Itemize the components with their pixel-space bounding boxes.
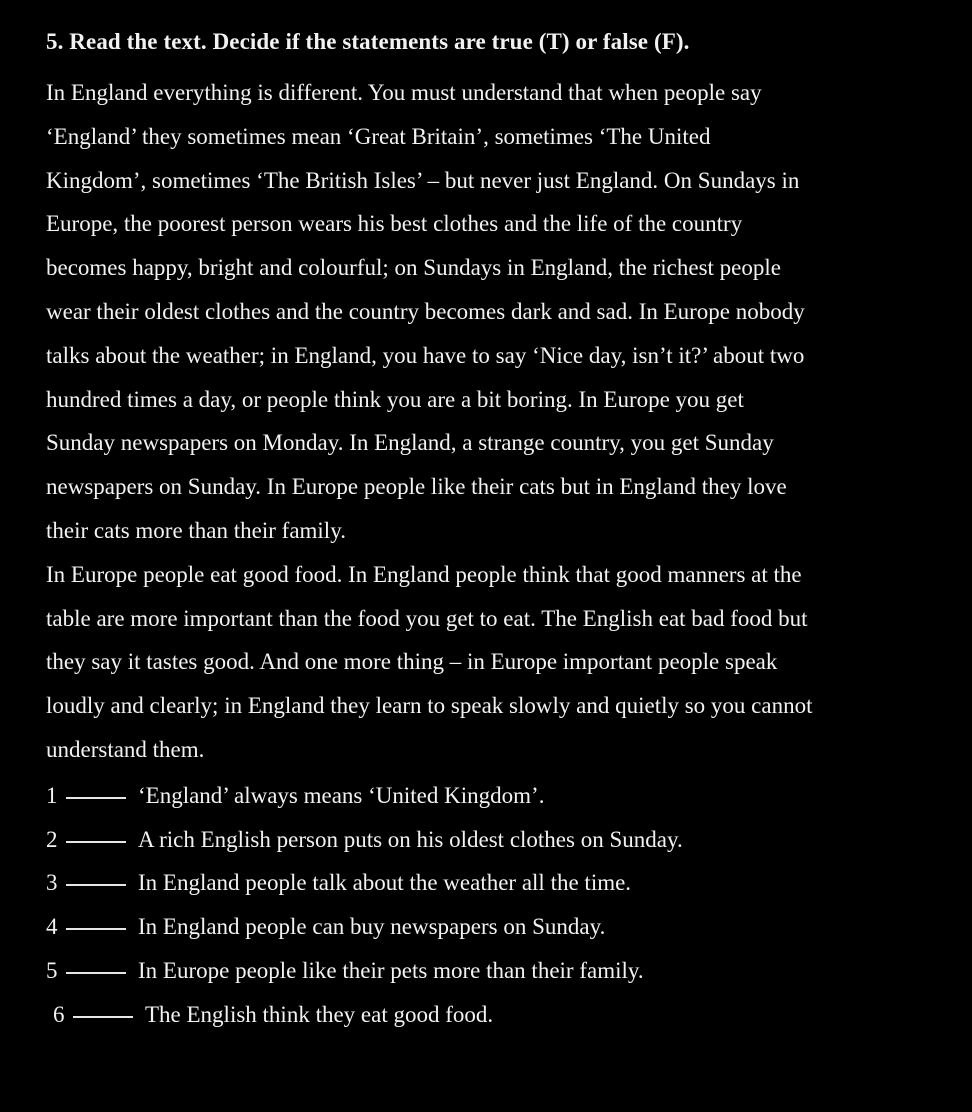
text-line: table are more important than the food you get to eat. The English eat bad food but bbox=[46, 605, 808, 631]
text-line: they say it tastes good. And one more thing – in Europe important people speak bbox=[46, 649, 778, 675]
statement-text: In England people can buy newspapers on Sunday. bbox=[138, 914, 606, 940]
statement-item bbox=[46, 818, 932, 862]
statement-text: ‘England’ always means ‘United Kingdom’. bbox=[138, 782, 545, 808]
answer-blank[interactable] bbox=[73, 1014, 133, 1018]
statement-number: 3 bbox=[46, 870, 58, 896]
answer-blank[interactable] bbox=[66, 839, 126, 843]
text-line: loudly and clearly; in England they learn to speak slowly and quietly so you cannot bbox=[46, 693, 813, 719]
statement-item bbox=[46, 861, 932, 905]
text-line: Europe, the poorest person wears his best clothes and the life of the country bbox=[46, 211, 743, 237]
text-line: hundred times a day, or people think you are a bit boring. In Europe you get bbox=[46, 386, 744, 412]
reading-text bbox=[46, 71, 906, 772]
statement-text: In Europe people like their pets more than their family. bbox=[138, 957, 644, 983]
statement-number: 1 bbox=[46, 782, 58, 808]
text-line: talks about the weather; in England, you have to say ‘Nice day, isn’t it?’ about two bbox=[46, 342, 805, 368]
answer-blank[interactable] bbox=[66, 926, 126, 930]
text-line: In England everything is different. You must understand that when people say bbox=[46, 80, 762, 105]
answer-blank[interactable] bbox=[66, 882, 126, 886]
text-line: ‘England’ they sometimes mean ‘Great Britain’, sometimes ‘The United bbox=[46, 123, 711, 149]
text-line: wear their oldest clothes and the country becomes dark and sad. In Europe nobody bbox=[46, 298, 805, 324]
text-line: understand them. bbox=[46, 736, 205, 762]
statement-number: 5 bbox=[46, 957, 58, 983]
statements-list bbox=[46, 774, 932, 1037]
answer-blank[interactable] bbox=[66, 795, 126, 799]
statement-text: The English think they eat good food. bbox=[145, 1001, 494, 1027]
text-line: becomes happy, bright and colourful; on Sundays in England, the richest people bbox=[46, 255, 781, 281]
statement-text: In England people talk about the weather all the time. bbox=[138, 870, 632, 896]
text-line: newspapers on Sunday. In Europe people like their cats but in England they love bbox=[46, 474, 787, 500]
paragraph-1 bbox=[46, 71, 906, 553]
answer-blank[interactable] bbox=[66, 970, 126, 974]
statement-number: 6 bbox=[53, 1001, 65, 1027]
text-line: Sunday newspapers on Monday. In England, a strange country, you get Sunday bbox=[46, 430, 774, 456]
statement-item bbox=[46, 774, 932, 818]
statement-item bbox=[46, 993, 932, 1037]
text-line: their cats more than their family. bbox=[46, 517, 346, 543]
paragraph-2 bbox=[46, 553, 906, 772]
text-line: In Europe people eat good food. In England people think that good manners at the bbox=[46, 561, 802, 587]
statement-item bbox=[46, 905, 932, 949]
statement-item bbox=[46, 949, 932, 993]
text-line: Kingdom’, sometimes ‘The British Isles’ – but never just England. On Sundays in bbox=[46, 167, 800, 193]
statement-text: A rich English person puts on his oldest clothes on Sunday. bbox=[138, 826, 683, 852]
statement-number: 4 bbox=[46, 914, 58, 940]
statement-number: 2 bbox=[46, 826, 58, 852]
task-heading: 5. Read the text. Decide if the statements are true (T) or false (F). bbox=[46, 29, 690, 54]
